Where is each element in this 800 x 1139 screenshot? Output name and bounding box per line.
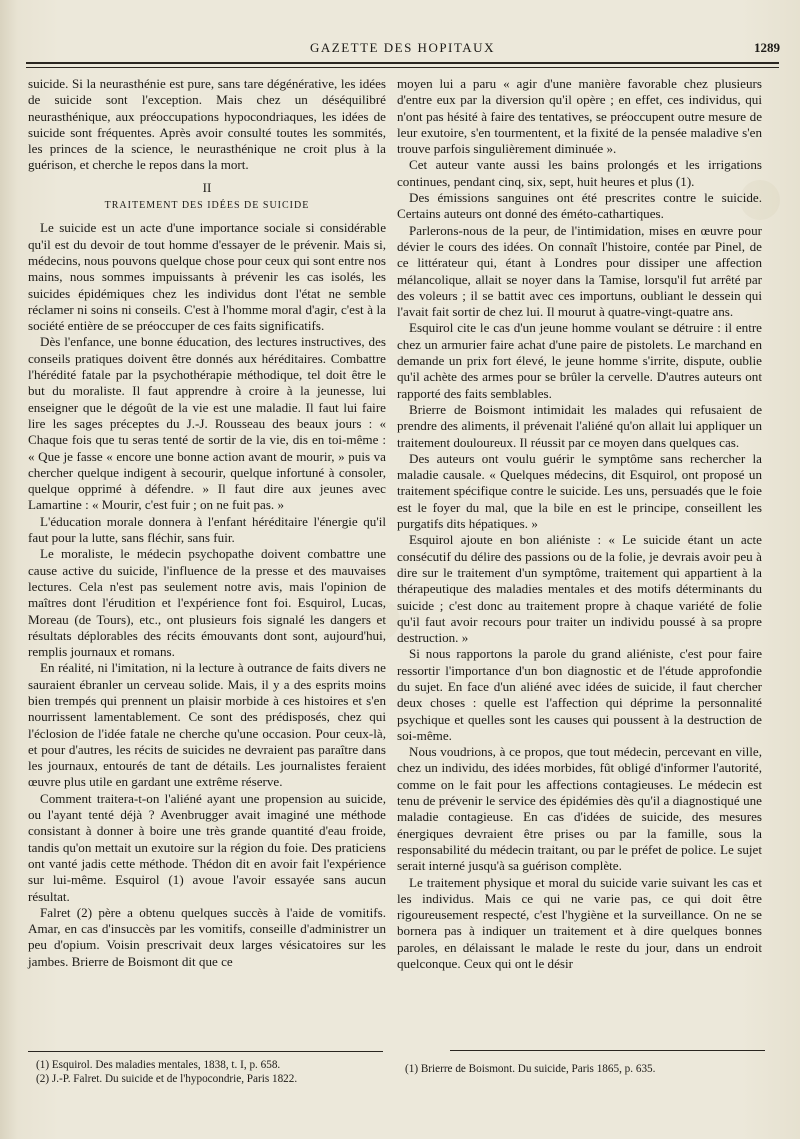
header-rule-thin [26, 67, 779, 68]
paragraph: Falret (2) père a obtenu quelques succès à l'aide de vomitifs. Amar, en cas d'insuccès par les vomitifs, conseille d'administrer un peu d'opium. Voisin prescrivait deux larges vésicatoires sur les jambes. Brierre de Boismont dit que ce [28, 904, 386, 969]
paragraph: Cet auteur vante aussi les bains prolongés et les irrigations continues, pendant cinq, six, sept, huit heures et plus (1). [397, 157, 762, 189]
paragraph: Comment traitera-t-on l'aliéné ayant une propension au suicide, ou l'ayant tenté déjà ? Avenbrugger avait imaginé une méthode consistant à donner à boire une très grande quantité d'eau froide, tandis qu'on mettait un exutoire sur la région du foie. Des praticiens ont vanté jadis cette méthode. Thédon dit en avoir fait l'expérience sur lui-même. Esquirol (1) avoue l'avoir essayée sans aucun résultat. [28, 790, 386, 904]
paragraph: Des auteurs ont voulu guérir le symptôme sans rechercher la maladie causale. « Quelques médecins, dit Esquirol, ont proposé un traitement spécifique contre le suicide. Les uns, persuadés que le foie est le foyer du mal, que la bile en est le principe, conseillent les purgatifs dits hépatiques. » [397, 450, 762, 532]
paragraph: Esquirol cite le cas d'un jeune homme voulant se détruire : il entre chez un armurier faire achat d'une paire de pistolets. Le marchand en demande un prix fort élevé, le jeune homme s'irrite, dispute, oublie qu'il achète des armes pour se brûler la cervelle. D'autres auteurs ont rapporté des faits semblables. [397, 320, 762, 401]
paragraph: Le traitement physique et moral du suicide varie suivant les cas et les individus. Mais ce qui ne varie pas, ce qui doit être rigoureusement respecté, c'est l'hygiène et la surveillance. On ne se bornera pas à indiquer un traitement et à dire quelques bonnes paroles, en délaissant le malade le reste du jour, dans un endroit quelconque. Ceux qui ont le désir [397, 874, 762, 972]
footnote: (1) Brierre de Boismont. Du suicide, Paris 1865, p. 635. [405, 1063, 656, 1075]
paragraph: Nous voudrions, à ce propos, que tout médecin, percevant en ville, chez un individu, des idées morbides, fût obligé d'informer l'autorité, comme on le fait pour les affections contagieuses. Le médecin est tenu de prévenir le service des épidémies dès qu'il a diagnostiqué une maladie contagieuse. En cas d'idées de suicide, des mesures énergiques devraient être prises ou par la famille, sous la responsabilité du médecin traitant, ou par le préfet de police. Le sujet serait interné jusqu'à sa guérison complète. [397, 744, 762, 874]
paragraph: Le suicide est un acte d'une importance sociale si considérable qu'il est du devoir de tout homme d'essayer de le prévenir. Mais si, médecins, nous pouvons quelque chose pour ceux qui sont entre nos mains, nous sommes impuissants à prévenir les cas isolés, les suicides épidémiques chez les individus dont l'état ne semble réclamer ni soins ni conseils. C'est à l'homme moral d'agir, c'est à la société entière de se préoccuper de ces faits significatifs. [28, 220, 386, 334]
header-rule-thick [26, 62, 779, 64]
paragraph: suicide. Si la neurasthénie est pure, sans tare dégénérative, les idées de suicide sont l'exception. Mais chez un déséquilibré neurasthénique, aux préoccupations hypocondriaques, les idées de suicide sont fréquentes. Après avoir consulté toutes les sommités, les princes de la science, le neurasthénique ne croit plus à la guérison, et cherche le repos dans la mort. [28, 76, 386, 173]
paragraph: Esquirol ajoute en bon aliéniste : « Le suicide étant un acte consécutif du délire des passions ou de la folie, je devrais avoir peu à dire sur le traitement d'un symptôme, traitement qui appartient à la thérapeutique des maladies mentales et des motifs déterminants du suicide ; c'est donc au traitement propre à chaque variété de folie qu'il faut avoir recours pour traiter un individu poussé à sa propre destruction. » [397, 532, 762, 646]
paragraph: Si nous rapportons la parole du grand aliéniste, c'est pour faire ressortir l'importance d'un bon diagnostic et de l'étude approfondie du sujet. En face d'un aliéné avec idées de suicide, il faut chercher deux choses : quelle est l'affection qui déprime la personnalité psychique et quelles sont les causes qui poussent à la destruction de soi-même. [397, 646, 762, 743]
footnote-divider [28, 1051, 383, 1052]
section-title: TRAITEMENT DES IDÉES DE SUICIDE [104, 200, 310, 212]
paragraph: Brierre de Boismont intimidait les malades qui refusaient de prendre des aliments, il prévenait l'aliéné qu'on allait lui appliquer un traitement douloureux. Il réussit par ce moyen dans quelques cas. [397, 401, 762, 450]
paragraph: Des émissions sanguines ont été prescrites contre le suicide. Certains auteurs ont donné des éméto-cathartiques. [397, 190, 762, 222]
left-column [28, 76, 386, 970]
footnote-divider [450, 1050, 765, 1051]
running-title: GAZETTE DES HOPITAUX [310, 40, 495, 55]
page-header [25, 40, 780, 56]
section-number: II [202, 179, 212, 195]
paragraph: Dès l'enfance, une bonne éducation, des lectures instructives, des conseils pratiques doivent être donnés aux héréditaires. Combattre l'hérédité fatale par la psychothérapie méthodique, tel doit être le but du moraliste. Il faut apprendre à croire à la jeunesse, lui enseigner que le dégoût de la vie est une maladie. Il faut lui faire lire les sages préceptes du J.-J. Rousseau des beaux jours : « Chaque fois que tu seras tenté de sortir de la vie, dis en toi-même : « Que je fasse « encore une bonne action avant de mourir, » puis va chercher quelque indigent à secourir, quelque infortuné à consoler, quelque opprimé à défendre. » Il faut dire aux jeunes avec Lamartine : « Mourir, c'est fuir ; on ne fuit pas. » [28, 334, 386, 513]
paragraph: Le moraliste, le médecin psychopathe doivent combattre une cause active du suicide, l'influence de la presse et des mauvaises lectures. Cela n'est pas seulement notre avis, mais l'opinion de maîtres dont l'érudition et l'expérience font foi. Esquirol, Lucas, Moreau (de Tours), etc., ont plusieurs fois signalé les dangers et résultats déplorables des récits émouvants dont sont, aujourd'hui, remplis journaux et romans. [28, 546, 386, 660]
right-footnotes [397, 1062, 762, 1076]
paragraph: L'éducation morale donnera à l'enfant héréditaire l'énergie qu'il faut pour la lutte, sans fléchir, sans fuir. [28, 513, 386, 546]
paragraph: moyen lui a paru « agir d'une manière favorable chez plusieurs d'entre eux par la diversion qu'il opère ; en effet, ces individus, qui n'ont pas hésité à faire des tentatives, se préoccupent outre mesure de leur exutoire, s'en tourmentent, et la fixité de la pensée maladive s'en trouve parfois singulièrement diminuée ». [397, 76, 762, 157]
page-number: 1289 [754, 40, 780, 55]
footnote: (1) Esquirol. Des maladies mentales, 1838, t. I, p. 658. [36, 1059, 281, 1071]
footnote: (2) J.-P. Falret. Du suicide et de l'hypocondrie, Paris 1822. [36, 1073, 298, 1085]
right-column [397, 76, 762, 972]
paragraph: Parlerons-nous de la peur, de l'intimidation, mises en œuvre pour dévier le cours des idées. On connaît l'histoire, contée par Pinel, de ce littérateur qui, étant à Londres pour dissiper une affection mélancolique, allait se noyer dans la Tamise, lorsqu'il fut arrêté par des voleurs ; il se battit avec ces importuns, oubliant le dessein qui l'avait fait sortir de chez lui. Il mourut à quatre-vingt-quatre ans. [397, 222, 762, 320]
left-footnotes [28, 1058, 386, 1086]
paragraph: En réalité, ni l'imitation, ni la lecture à outrance de faits divers ne sauraient ébranler un cerveau solide. Mais, il y a des esprits moins bien trempés qui prennent un plaisir morbide à ces histoires et s'en nourrissent lamentablement. Ce sont des prédisposés, chez qui l'éclosion de l'idée fatale ne cherche qu'une occasion. Pour ceux-là, et pour d'autres, les récits de suicides ne devraient pas paraître dans les journaux, entourés de tant de détails. Les journalistes feraient œuvre plus utile en gardant une extrême réserve. [28, 660, 386, 790]
